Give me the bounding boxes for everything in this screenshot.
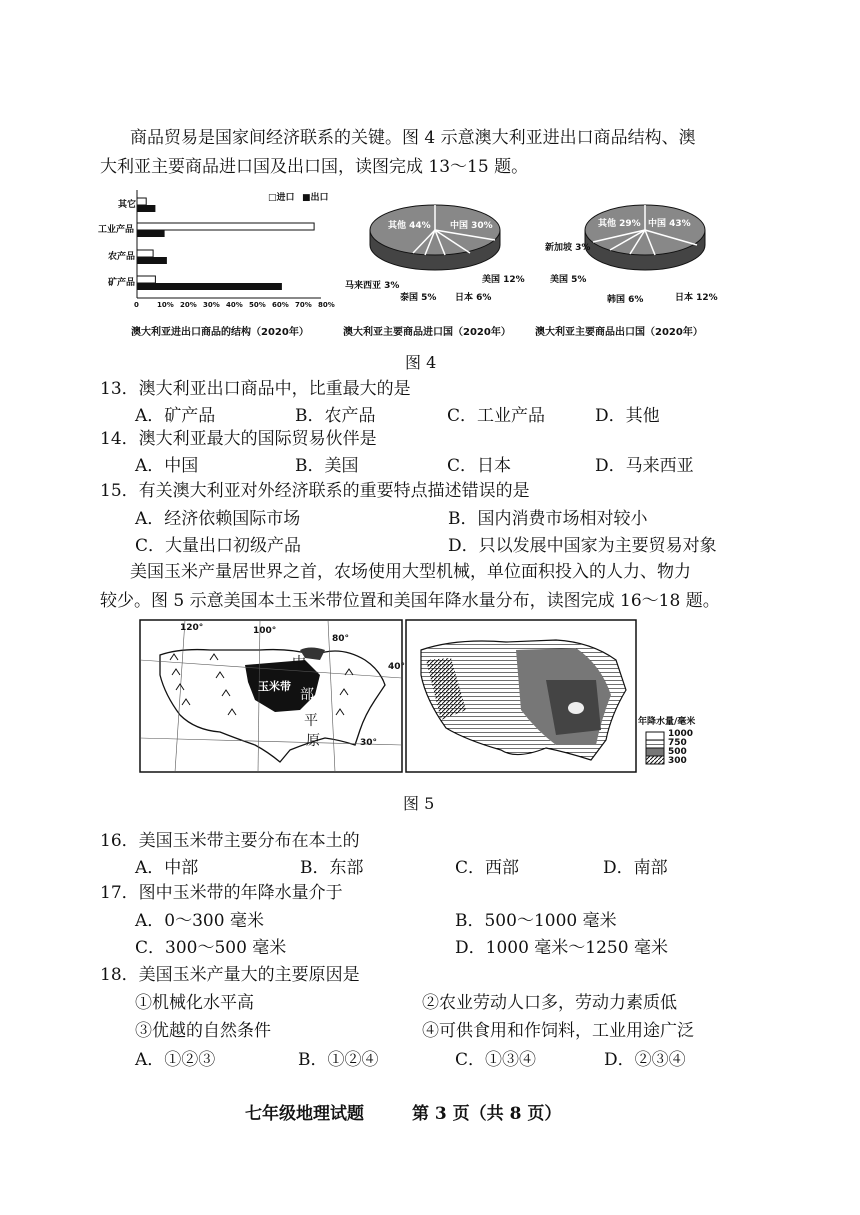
bar-export-3 (137, 283, 282, 290)
imp-label-thailand: 泰国 5% (400, 293, 437, 303)
exp-label-singapore: 新加坡 3% (545, 243, 591, 253)
precip-legend-title: 年降水量/毫米 (638, 717, 696, 727)
cat-label-mineral: 矿产品 (108, 278, 136, 288)
imp-label-japan: 日本 6% (455, 293, 492, 303)
q14-option-d[interactable]: D．马来西亚 (595, 456, 694, 476)
q14-option-b[interactable]: B．美国 (295, 456, 359, 476)
q13-option-c[interactable]: C．工业产品 (447, 406, 546, 426)
map-yuan: 原 (306, 733, 320, 749)
cat-label-other: 其它 (118, 200, 137, 210)
map-lat-30: 30° (360, 738, 378, 748)
cat-label-industrial: 工业产品 (98, 225, 135, 235)
q16-stem: 16．美国玉米带主要分布在本土的 (100, 831, 360, 851)
q13-stem: 13．澳大利亚出口商品中，比重最大的是 (100, 379, 411, 399)
q16-option-a[interactable]: A．中部 (135, 858, 199, 878)
q18-option-a[interactable]: A．①②③ (135, 1050, 216, 1070)
cornbelt-map-svg (140, 620, 402, 772)
q13-option-b[interactable]: B．农产品 (295, 406, 376, 426)
import-pie-caption: 澳大利亚主要商品进口国（2020年） (343, 327, 511, 338)
q18-option-d[interactable]: D．②③④ (604, 1050, 686, 1070)
exp-label-korea: 韩国 6% (607, 295, 644, 305)
q18-statement-3: ③优越的自然条件 (135, 1021, 271, 1041)
legend-export: ■出口 (302, 193, 329, 203)
q13-option-d[interactable]: D．其他 (595, 406, 660, 426)
q18-option-c[interactable]: C．①③④ (455, 1050, 537, 1070)
bar-tick-1: 10% (157, 301, 174, 309)
q16-option-c[interactable]: C．西部 (455, 858, 520, 878)
q14-option-a[interactable]: A．中国 (135, 456, 199, 476)
q18-option-b[interactable]: B．①②④ (298, 1050, 379, 1070)
export-pie-caption: 澳大利亚主要商品出口国（2020年） (535, 327, 703, 338)
q15-stem: 15．有关澳大利亚对外经济联系的重要特点描述错误的是 (100, 481, 530, 501)
q15-option-b[interactable]: B．国内消费市场相对较小 (448, 509, 648, 529)
q14-stem: 14．澳大利亚最大的国际贸易伙伴是 (100, 429, 377, 449)
q18-statement-1: ①机械化水平高 (135, 993, 254, 1013)
bar-tick-5: 50% (249, 301, 266, 309)
figure5-label: 图 5 (403, 794, 435, 813)
figure4-label: 图 4 (405, 353, 437, 372)
q15-option-a[interactable]: A．经济依赖国际市场 (135, 509, 301, 529)
q18-statement-4: ④可供食用和作饲料，工业用途广泛 (422, 1021, 694, 1041)
q17-option-d[interactable]: D．1000 毫米～1250 毫米 (455, 938, 668, 958)
import-pie-svg (370, 200, 530, 310)
q16-option-d[interactable]: D．南部 (603, 858, 668, 878)
intro-line-1: 商品贸易是国家间经济联系的关键。图 4 示意澳大利亚进出口商品结构、澳 (130, 128, 696, 148)
precip-legend-500: 500 (668, 747, 687, 757)
precip-legend-750: 750 (668, 738, 687, 748)
q17-option-a[interactable]: A．0～300 毫米 (135, 911, 264, 931)
bar-tick-8: 80% (318, 301, 335, 309)
cat-label-agri: 农产品 (108, 252, 136, 262)
intro2-line-1: 美国玉米产量居世界之首，农场使用大型机械，单位面积投入的人力、物力 (130, 562, 691, 582)
map-cornbelt-label: 玉米带 (258, 680, 291, 693)
q17-option-c[interactable]: C．300～500 毫米 (135, 938, 287, 958)
exp-label-other: 其他 29% (598, 219, 641, 229)
q13-option-a[interactable]: A．矿产品 (135, 406, 216, 426)
q18-statement-2: ②农业劳动人口多，劳动力素质低 (422, 993, 677, 1013)
bar-tick-0: 0 (134, 301, 139, 309)
footer-subject: 七年级地理试题 (245, 1104, 364, 1124)
q17-option-b[interactable]: B．500～1000 毫米 (455, 911, 617, 931)
precip-legend-300: 300 (668, 756, 687, 766)
q17-stem: 17．图中玉米带的年降水量介于 (100, 883, 343, 903)
exp-label-china: 中国 43% (648, 219, 691, 229)
imp-label-malaysia: 马来西亚 3% (345, 281, 400, 291)
bar-export-1 (137, 230, 165, 237)
q16-option-b[interactable]: B．东部 (300, 858, 364, 878)
imp-label-china: 中国 30% (450, 221, 493, 231)
q18-stem: 18．美国玉米产量大的主要原因是 (100, 965, 360, 985)
bar-export-0 (137, 205, 155, 212)
map-lon-120: 120° (180, 623, 204, 633)
intro2-line-2: 较少。图 5 示意美国本土玉米带位置和美国年降水量分布，读图完成 16～18 题。 (100, 591, 720, 611)
imp-label-usa: 美国 12% (482, 275, 525, 285)
bar-tick-6: 60% (272, 301, 289, 309)
bar-import-3 (137, 276, 155, 283)
bar-tick-2: 20% (180, 301, 197, 309)
intro-line-2: 大利亚主要商品进口国及出口国，读图完成 13～15 题。 (100, 157, 529, 177)
bar-import-0 (137, 198, 146, 205)
bar-import-2 (137, 250, 153, 257)
map-lon-80: 80° (332, 634, 350, 644)
map-zhong: 中 (292, 655, 306, 671)
precip-legend-1000: 1000 (668, 729, 694, 739)
q15-option-d[interactable]: D．只以发展中国家为主要贸易对象 (448, 536, 717, 556)
legend-import: □进口 (268, 193, 295, 203)
bar-tick-4: 40% (226, 301, 243, 309)
bar-tick-3: 30% (203, 301, 220, 309)
exp-label-usa: 美国 5% (550, 275, 587, 285)
footer-page: 第 3 页（共 8 页） (412, 1104, 562, 1124)
map-lon-100: 100° (253, 626, 277, 636)
bar-tick-7: 70% (295, 301, 312, 309)
bar-export-2 (137, 257, 167, 264)
q14-option-c[interactable]: C．日本 (447, 456, 512, 476)
map-bu: 部 (300, 687, 314, 703)
q15-option-c[interactable]: C．大量出口初级产品 (135, 536, 302, 556)
bar-chart-caption: 澳大利亚进出口商品的结构（2020年） (131, 327, 309, 338)
imp-label-other: 其他 44% (388, 221, 431, 231)
map-ping: 平 (304, 713, 318, 729)
map-lat-40: 40° (388, 662, 406, 672)
bar-import-1 (137, 223, 314, 230)
exp-label-japan: 日本 12% (675, 293, 718, 303)
